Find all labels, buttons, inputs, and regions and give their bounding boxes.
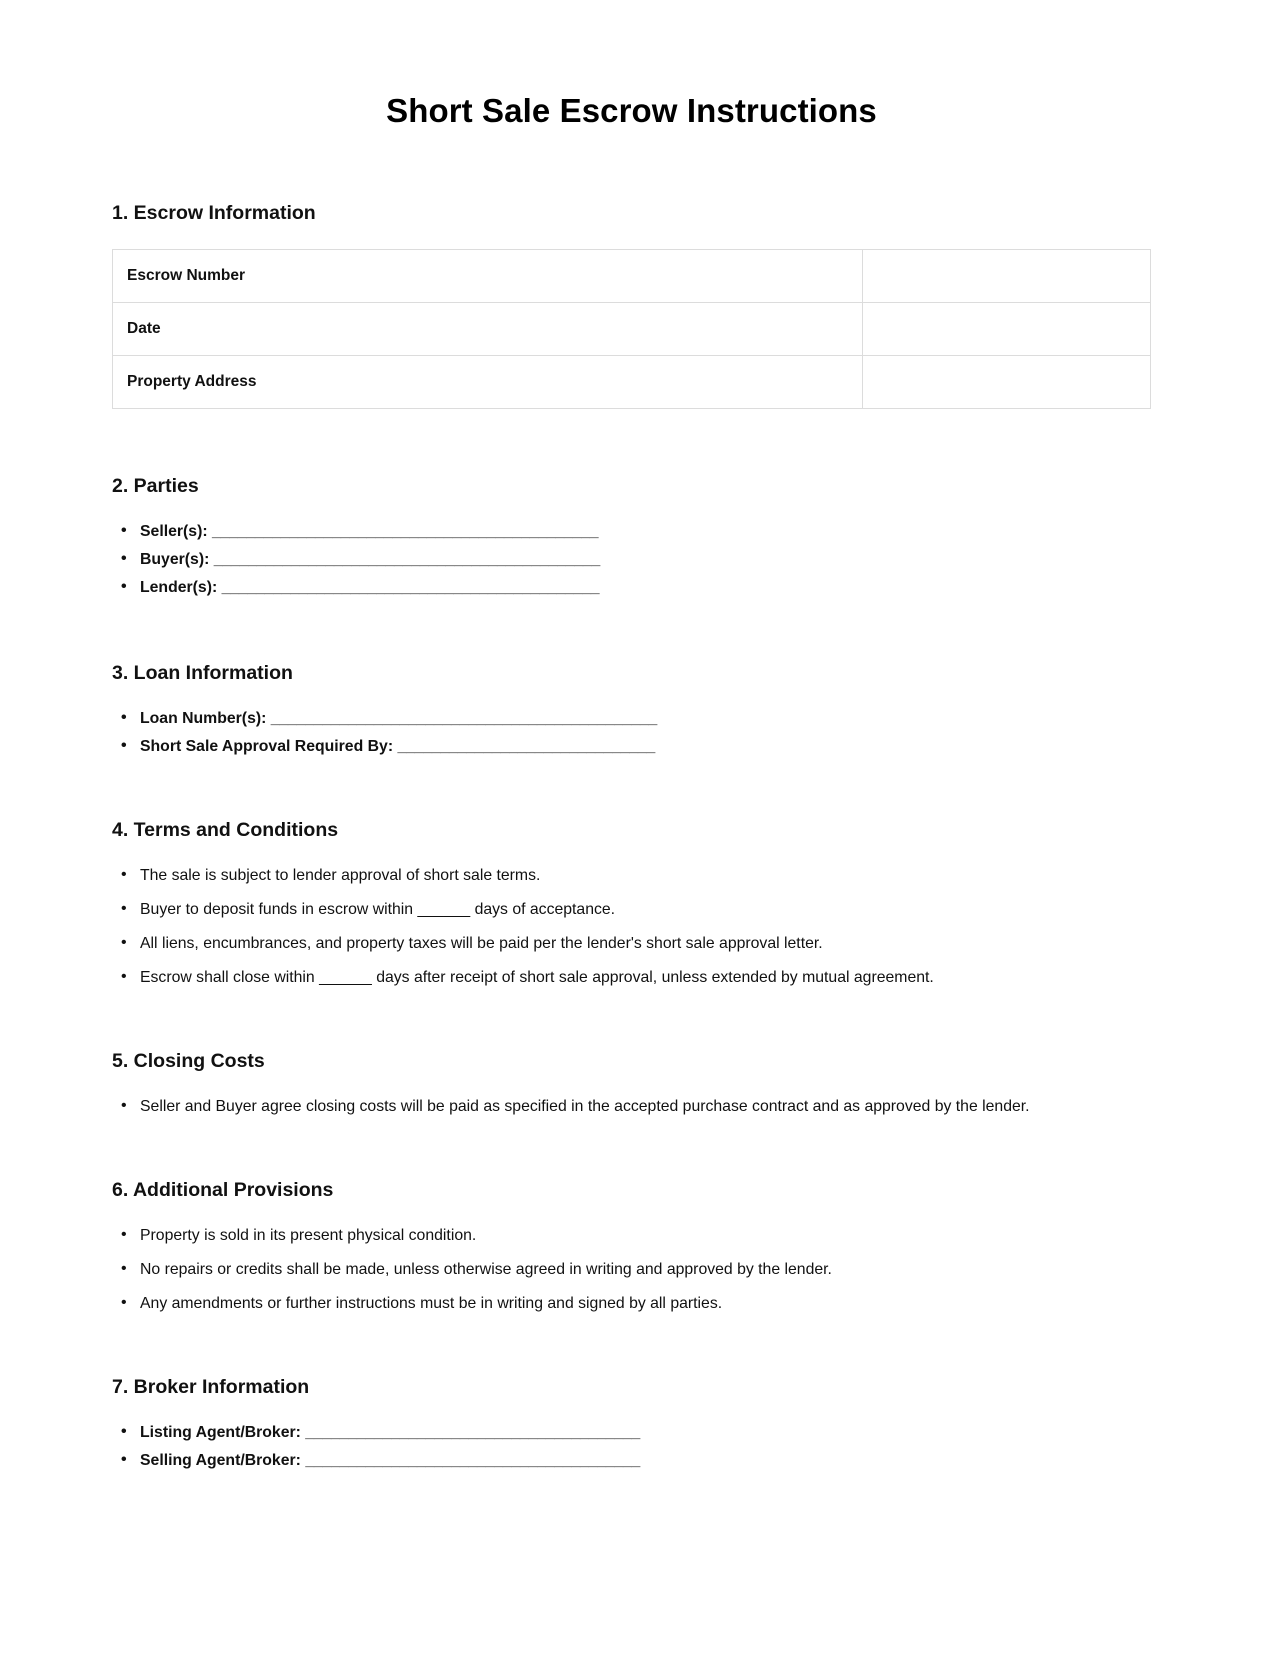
additional-provisions-list [112, 1224, 1151, 1316]
section-loan-information [112, 662, 1151, 759]
fill-line[interactable]: ____________________________________________ [221, 579, 600, 596]
list-item [112, 548, 1151, 572]
list-item: • Seller and Buyer agree closing costs will be paid as specified in the accepted purchase contract and as approved by the lender. [112, 1095, 1151, 1119]
section-escrow-information [112, 202, 1151, 409]
terms-and-conditions-list [112, 864, 1151, 990]
field-label: Buyer(s): [140, 551, 214, 568]
fill-line[interactable]: _____________________________________________ [213, 551, 601, 568]
section-heading-closing-costs: 5. Closing Costs [112, 1050, 265, 1072]
table-row [113, 356, 1151, 409]
list-item: • Escrow shall close within ______ days after receipt of short sale approval, unless extended by mutual agreement. [112, 966, 1151, 990]
section-heading-loan-information: 3. Loan Information [112, 662, 293, 684]
closing-costs-list [112, 1095, 1151, 1119]
table-cell-value[interactable] [863, 250, 1151, 303]
fill-line[interactable]: _______________________________________ [305, 1424, 641, 1441]
fill-line[interactable]: ______________________________ [397, 738, 656, 755]
table-cell-value[interactable] [863, 303, 1151, 356]
field-label: Loan Number(s): [140, 710, 271, 727]
list-item: • All liens, encumbrances, and property taxes will be paid per the lender's short sale approval letter. [112, 932, 1151, 956]
table-row [113, 250, 1151, 303]
list-item [112, 1449, 1151, 1473]
list-item: • Buyer to deposit funds in escrow within ______ days of acceptance. [112, 898, 1151, 922]
section-broker-information [112, 1376, 1151, 1473]
section-additional-provisions [112, 1179, 1151, 1316]
list-item: • The sale is subject to lender approval of short sale terms. [112, 864, 1151, 888]
table-row [113, 303, 1151, 356]
escrow-information-table [112, 249, 1151, 409]
table-cell-label: Date [113, 303, 863, 356]
broker-information-list [112, 1421, 1151, 1473]
section-parties [112, 475, 1151, 600]
list-item [112, 1421, 1151, 1445]
section-heading-parties: 2. Parties [112, 475, 199, 497]
section-heading-terms-and-conditions: 4. Terms and Conditions [112, 819, 339, 841]
list-item [112, 576, 1151, 600]
section-heading-broker-information: 7. Broker Information [112, 1376, 310, 1398]
section-closing-costs [112, 1050, 1151, 1119]
list-item [112, 707, 1151, 731]
fill-line[interactable]: _____________________________________________ [212, 523, 599, 540]
field-label: Selling Agent/Broker: [140, 1452, 306, 1469]
list-item [112, 520, 1151, 544]
list-item: • Property is sold in its present physical condition. [112, 1224, 1151, 1248]
table-cell-label: Property Address [113, 356, 863, 409]
fill-line[interactable]: _______________________________________ [305, 1452, 641, 1469]
section-terms-and-conditions [112, 819, 1151, 990]
table-cell-value[interactable] [863, 356, 1151, 409]
field-label: Lender(s): [140, 579, 222, 596]
list-item: • Any amendments or further instructions must be in writing and signed by all parties. [112, 1292, 1151, 1316]
field-label: Short Sale Approval Required By: [140, 738, 398, 755]
field-label: Listing Agent/Broker: [140, 1424, 306, 1441]
list-item: • No repairs or credits shall be made, unless otherwise agreed in writing and approved by the lender. [112, 1258, 1151, 1282]
parties-list [112, 520, 1151, 600]
field-label: Seller(s): [140, 523, 212, 540]
page-title: Short Sale Escrow Instructions [386, 92, 877, 129]
fill-line[interactable]: _____________________________________________ [270, 710, 658, 727]
list-item [112, 735, 1151, 759]
table-cell-label: Escrow Number [113, 250, 863, 303]
section-heading-additional-provisions: 6. Additional Provisions [112, 1179, 334, 1201]
section-heading-escrow-information: 1. Escrow Information [112, 202, 316, 224]
loan-information-list [112, 707, 1151, 759]
